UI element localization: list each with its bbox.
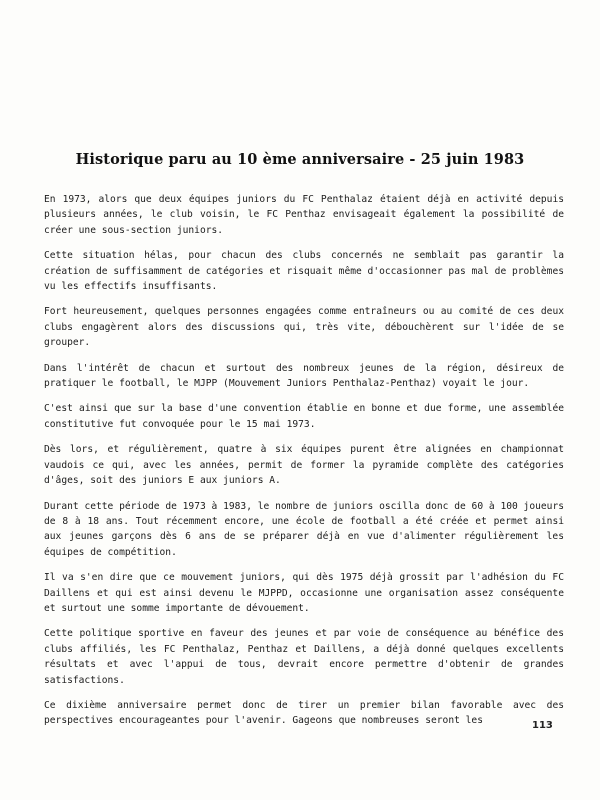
paragraph: En 1973, alors que deux équipes juniors du FC Penthalaz étaient déjà en activité depuis plusieurs années, le club voisin, le FC Penthaz envisageait également la possibilité de créer une sous-section juniors. — [44, 194, 564, 236]
paragraph: Durant cette période de 1973 à 1983, le nombre de juniors oscilla donc de 60 à 100 joueurs de 8 à 18 ans. Tout récemment encore, une école de football a été créée et permet ainsi aux jeunes garçons dès 6 ans de se préparer déjà en vue d'alimenter régulièrement les équipes de compétition. — [44, 500, 564, 558]
body-text — [44, 192, 564, 739]
paragraph: Ce dixième anniversaire permet donc de tirer un premier bilan favorable avec des perspectives encourageantes pour l'avenir. Gageons que nombreuses seront les — [44, 699, 564, 727]
paragraph: Il va s'en dire que ce mouvement juniors, qui dès 1975 déjà grossit par l'adhésion du FC Daillens et qui est ainsi devenu le MJPPD, occasionne une organisation assez conséquente et surtout une somme importante de dévouement. — [44, 572, 564, 614]
paragraph: Dans l'intérêt de chacun et surtout des nombreux jeunes de la région, désireux de pratiquer le football, le MJPP (Mouvement Juniors Penthalaz-Penthaz) voyait le jour. — [44, 362, 564, 390]
page-title: Historique paru au 10 ème anniversaire - 25 juin 1983 — [75, 151, 525, 168]
paragraph: Dès lors, et régulièrement, quatre à six équipes purent être alignées en championnat vaudois ce qui, avec les années, permit de former la pyramide complète des catégories d'âges, soit des juniors E aux juniors A. — [44, 444, 564, 487]
page-number: 113 — [532, 720, 553, 731]
paragraph: Cette situation hélas, pour chacun des clubs concernés ne semblait pas garantir la création de suffisamment de catégories et risquait même d'occasionner pas mal de problèmes vu les effectifs insuffisants. — [44, 250, 564, 293]
paragraph: Cette politique sportive en faveur des jeunes et par voie de conséquence au bénéfice des clubs affiliés, les FC Penthalaz, Penthaz et Daillens, a déjà donné quelques excellents résultats et avec l'appui de tous, devrait encore permettre d'obtenir de grandes satisfactions. — [44, 628, 564, 686]
paragraph: Fort heureusement, quelques personnes engagées comme entraîneurs ou au comité de ces deux clubs engagèrent alors des discussions qui, très vite, débouchèrent sur l'idée de se grouper. — [44, 306, 564, 349]
paragraph: C'est ainsi que sur la base d'une convention établie en bonne et due forme, une assemblée constitutive fut convoquée pour le 15 mai 1973. — [44, 403, 564, 430]
